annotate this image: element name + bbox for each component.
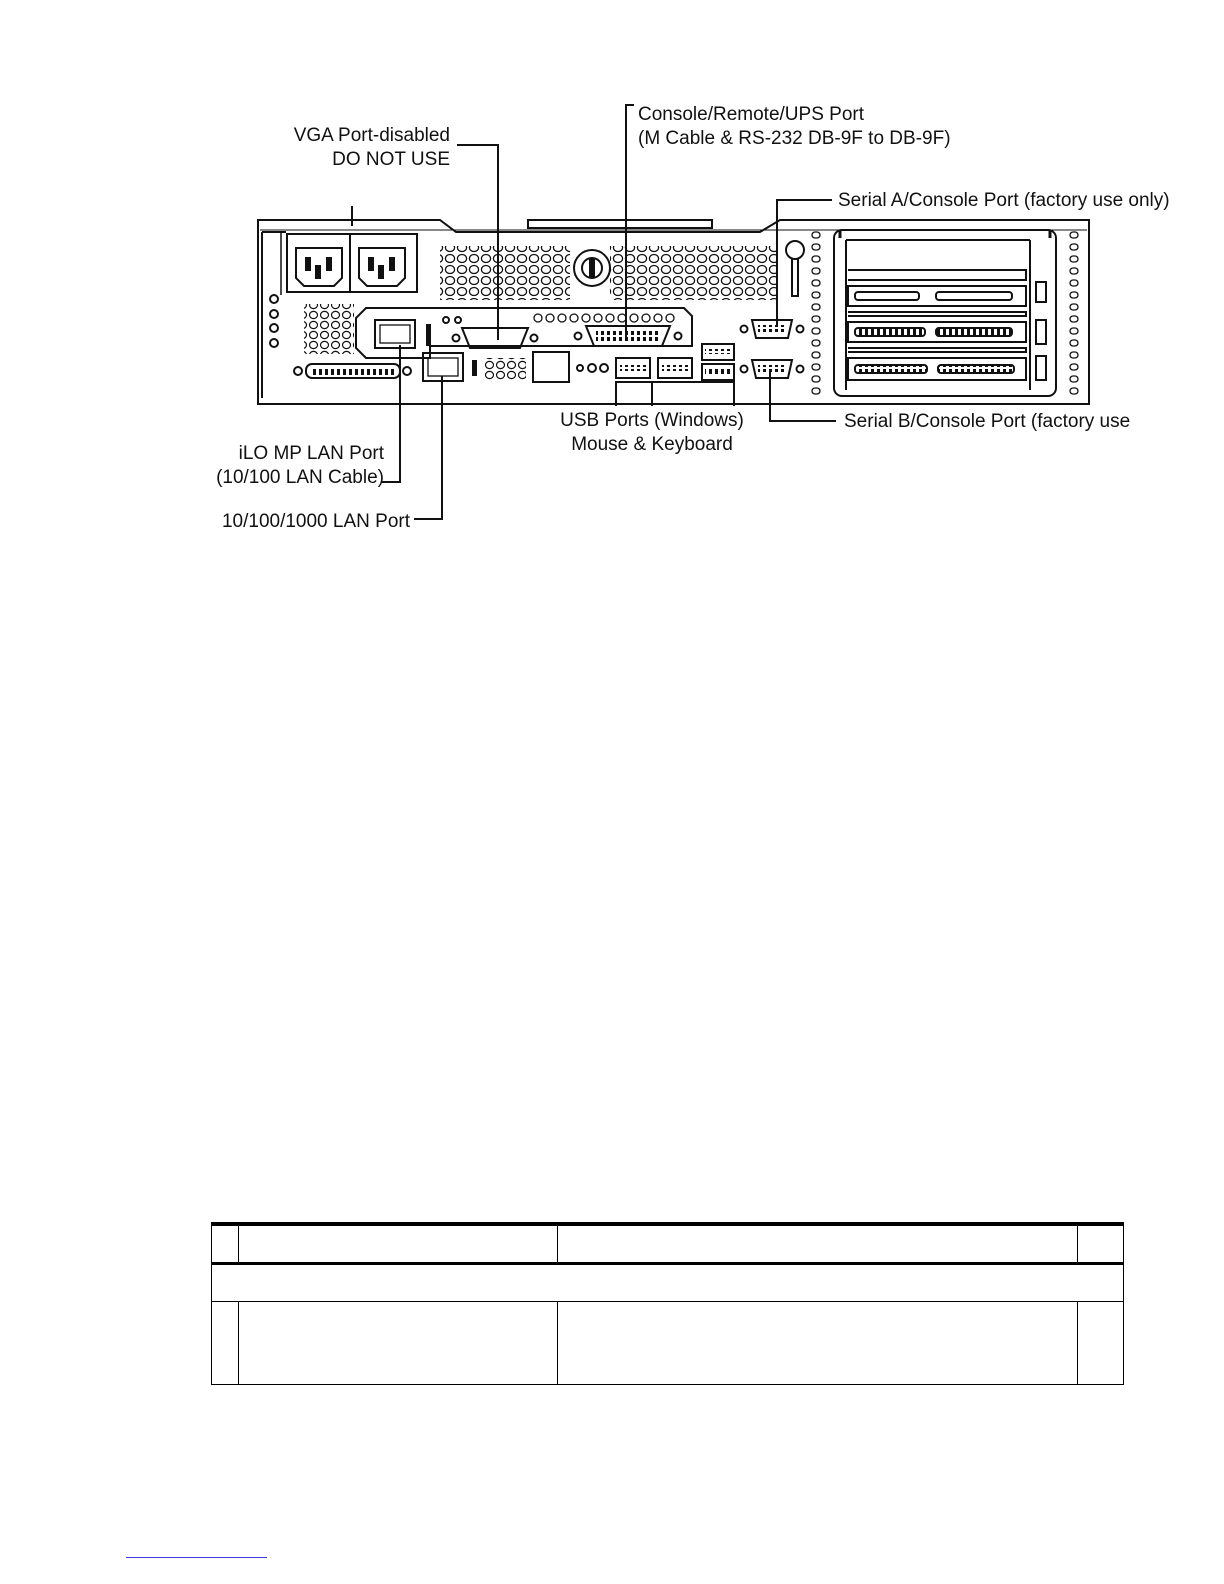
console-port-label: Console/Remote/UPS Port — [638, 104, 864, 125]
table-section-cell — [212, 1264, 1124, 1302]
table-header-cell — [557, 1224, 1077, 1264]
usb-ports-sublabel: Mouse & Keyboard — [571, 434, 733, 455]
table-cell — [212, 1302, 239, 1385]
table-section-row — [212, 1264, 1124, 1302]
spec-table — [211, 1222, 1124, 1385]
usb-ports-label: USB Ports (Windows) — [560, 410, 744, 431]
ilo-lan-port-icon — [375, 320, 415, 348]
server-chassis — [258, 206, 1089, 404]
key-icon — [786, 241, 804, 259]
ilo-lan-label: iLO MP LAN Port — [238, 443, 384, 464]
gbe-lan-label: 10/100/1000 LAN Port — [221, 511, 410, 532]
vga-port-warning: DO NOT USE — [332, 149, 450, 170]
table-cell — [557, 1302, 1077, 1385]
console-port-cable-note: (M Cable & RS-232 DB-9F to DB-9F) — [638, 128, 951, 149]
table-header-cell — [1078, 1224, 1124, 1264]
table-header-cell — [238, 1224, 557, 1264]
serial-b-label: Serial B/Console Port (factory use — [844, 411, 1131, 432]
serial-a-label: Serial A/Console Port (factory use only) — [838, 190, 1170, 211]
table-header-row — [212, 1224, 1124, 1264]
table-row — [212, 1302, 1124, 1385]
table-cell — [1078, 1302, 1124, 1385]
rear-panel-diagram — [0, 0, 1224, 560]
footer-link-underline[interactable] — [126, 1557, 267, 1558]
ilo-lan-cable-note: (10/100 LAN Cable) — [216, 467, 384, 488]
table-cell — [238, 1302, 557, 1385]
vga-port-label: VGA Port-disabled — [293, 125, 450, 146]
table-header-cell — [212, 1224, 239, 1264]
